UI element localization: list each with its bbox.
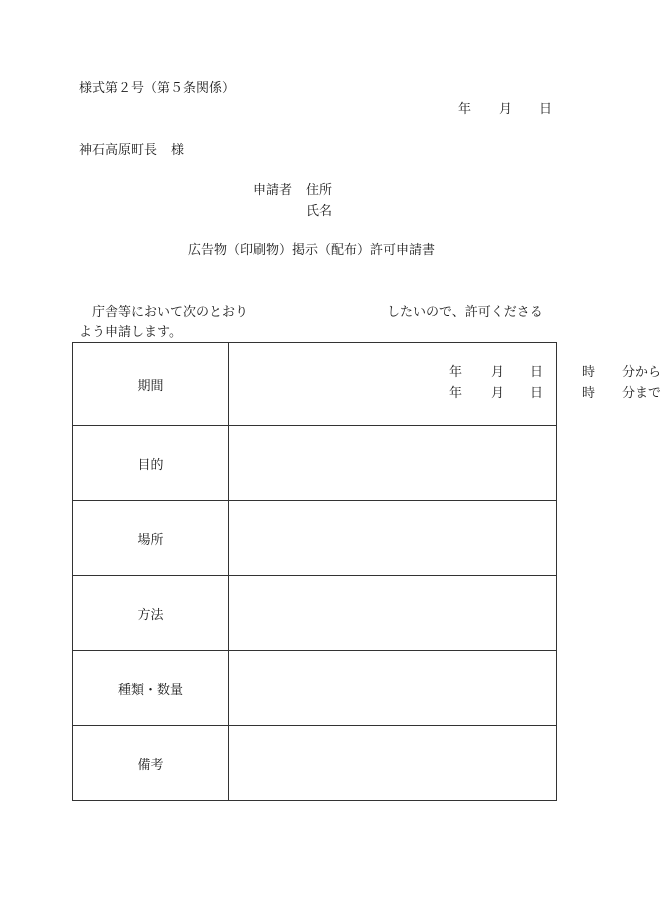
purpose-label: 目的: [73, 426, 229, 501]
body-text-line2: よう申請します。: [79, 325, 182, 340]
period-from-hour: 時: [582, 365, 596, 380]
table-row-remarks: [73, 726, 557, 801]
period-label: 期間: [73, 343, 229, 426]
date-month-label: 月: [499, 102, 513, 117]
document-title: 広告物（印刷物）掲示（配布）許可申請書: [188, 243, 436, 258]
period-to-year: 年: [449, 386, 463, 401]
applicant-block: [253, 183, 332, 199]
date-day-label: 日: [539, 102, 553, 117]
table-row-location: [73, 501, 557, 576]
method-value-cell[interactable]: [229, 576, 557, 651]
location-label: 場所: [73, 501, 229, 576]
period-to-minute: 分まで: [622, 386, 661, 401]
period-to-day: 日: [530, 386, 544, 401]
table-row-period: [73, 343, 557, 426]
applicant-name-label: 氏名: [306, 204, 333, 219]
body-text-line1-tail: したいので、許可くださる: [387, 305, 543, 320]
table-row-purpose: [73, 426, 557, 501]
addressee: [79, 143, 184, 159]
remarks-label: 備考: [73, 726, 229, 801]
addressee-honorific: 様: [171, 143, 185, 158]
applicant-address-label: 住所: [306, 183, 333, 198]
date-year-label: 年: [458, 102, 472, 117]
period-to-month: 月: [491, 386, 505, 401]
period-from-year: 年: [449, 365, 463, 380]
application-details-table: [72, 342, 661, 801]
type-quantity-label: 種類・数量: [73, 651, 229, 726]
remarks-value-cell[interactable]: [229, 726, 557, 801]
table-row-type-quantity: [73, 651, 557, 726]
purpose-value-cell[interactable]: [229, 426, 557, 501]
applicant-label: 申請者: [253, 183, 293, 198]
addressee-name: 神石高原町長: [79, 143, 158, 158]
period-from-month: 月: [491, 365, 505, 380]
body-text-line1-head: 庁舎等において次のとおり: [92, 305, 249, 320]
period-from-day: 日: [530, 365, 544, 380]
type-quantity-value-cell[interactable]: [229, 651, 557, 726]
period-value-cell[interactable]: [229, 343, 661, 426]
method-label: 方法: [73, 576, 229, 651]
period-from-minute: 分から: [622, 365, 661, 380]
location-value-cell[interactable]: [229, 501, 557, 576]
period-to-hour: 時: [582, 386, 596, 401]
date-line: [458, 102, 552, 118]
form-number: 様式第２号（第５条関係）: [79, 81, 236, 96]
table-row-method: [73, 576, 557, 651]
